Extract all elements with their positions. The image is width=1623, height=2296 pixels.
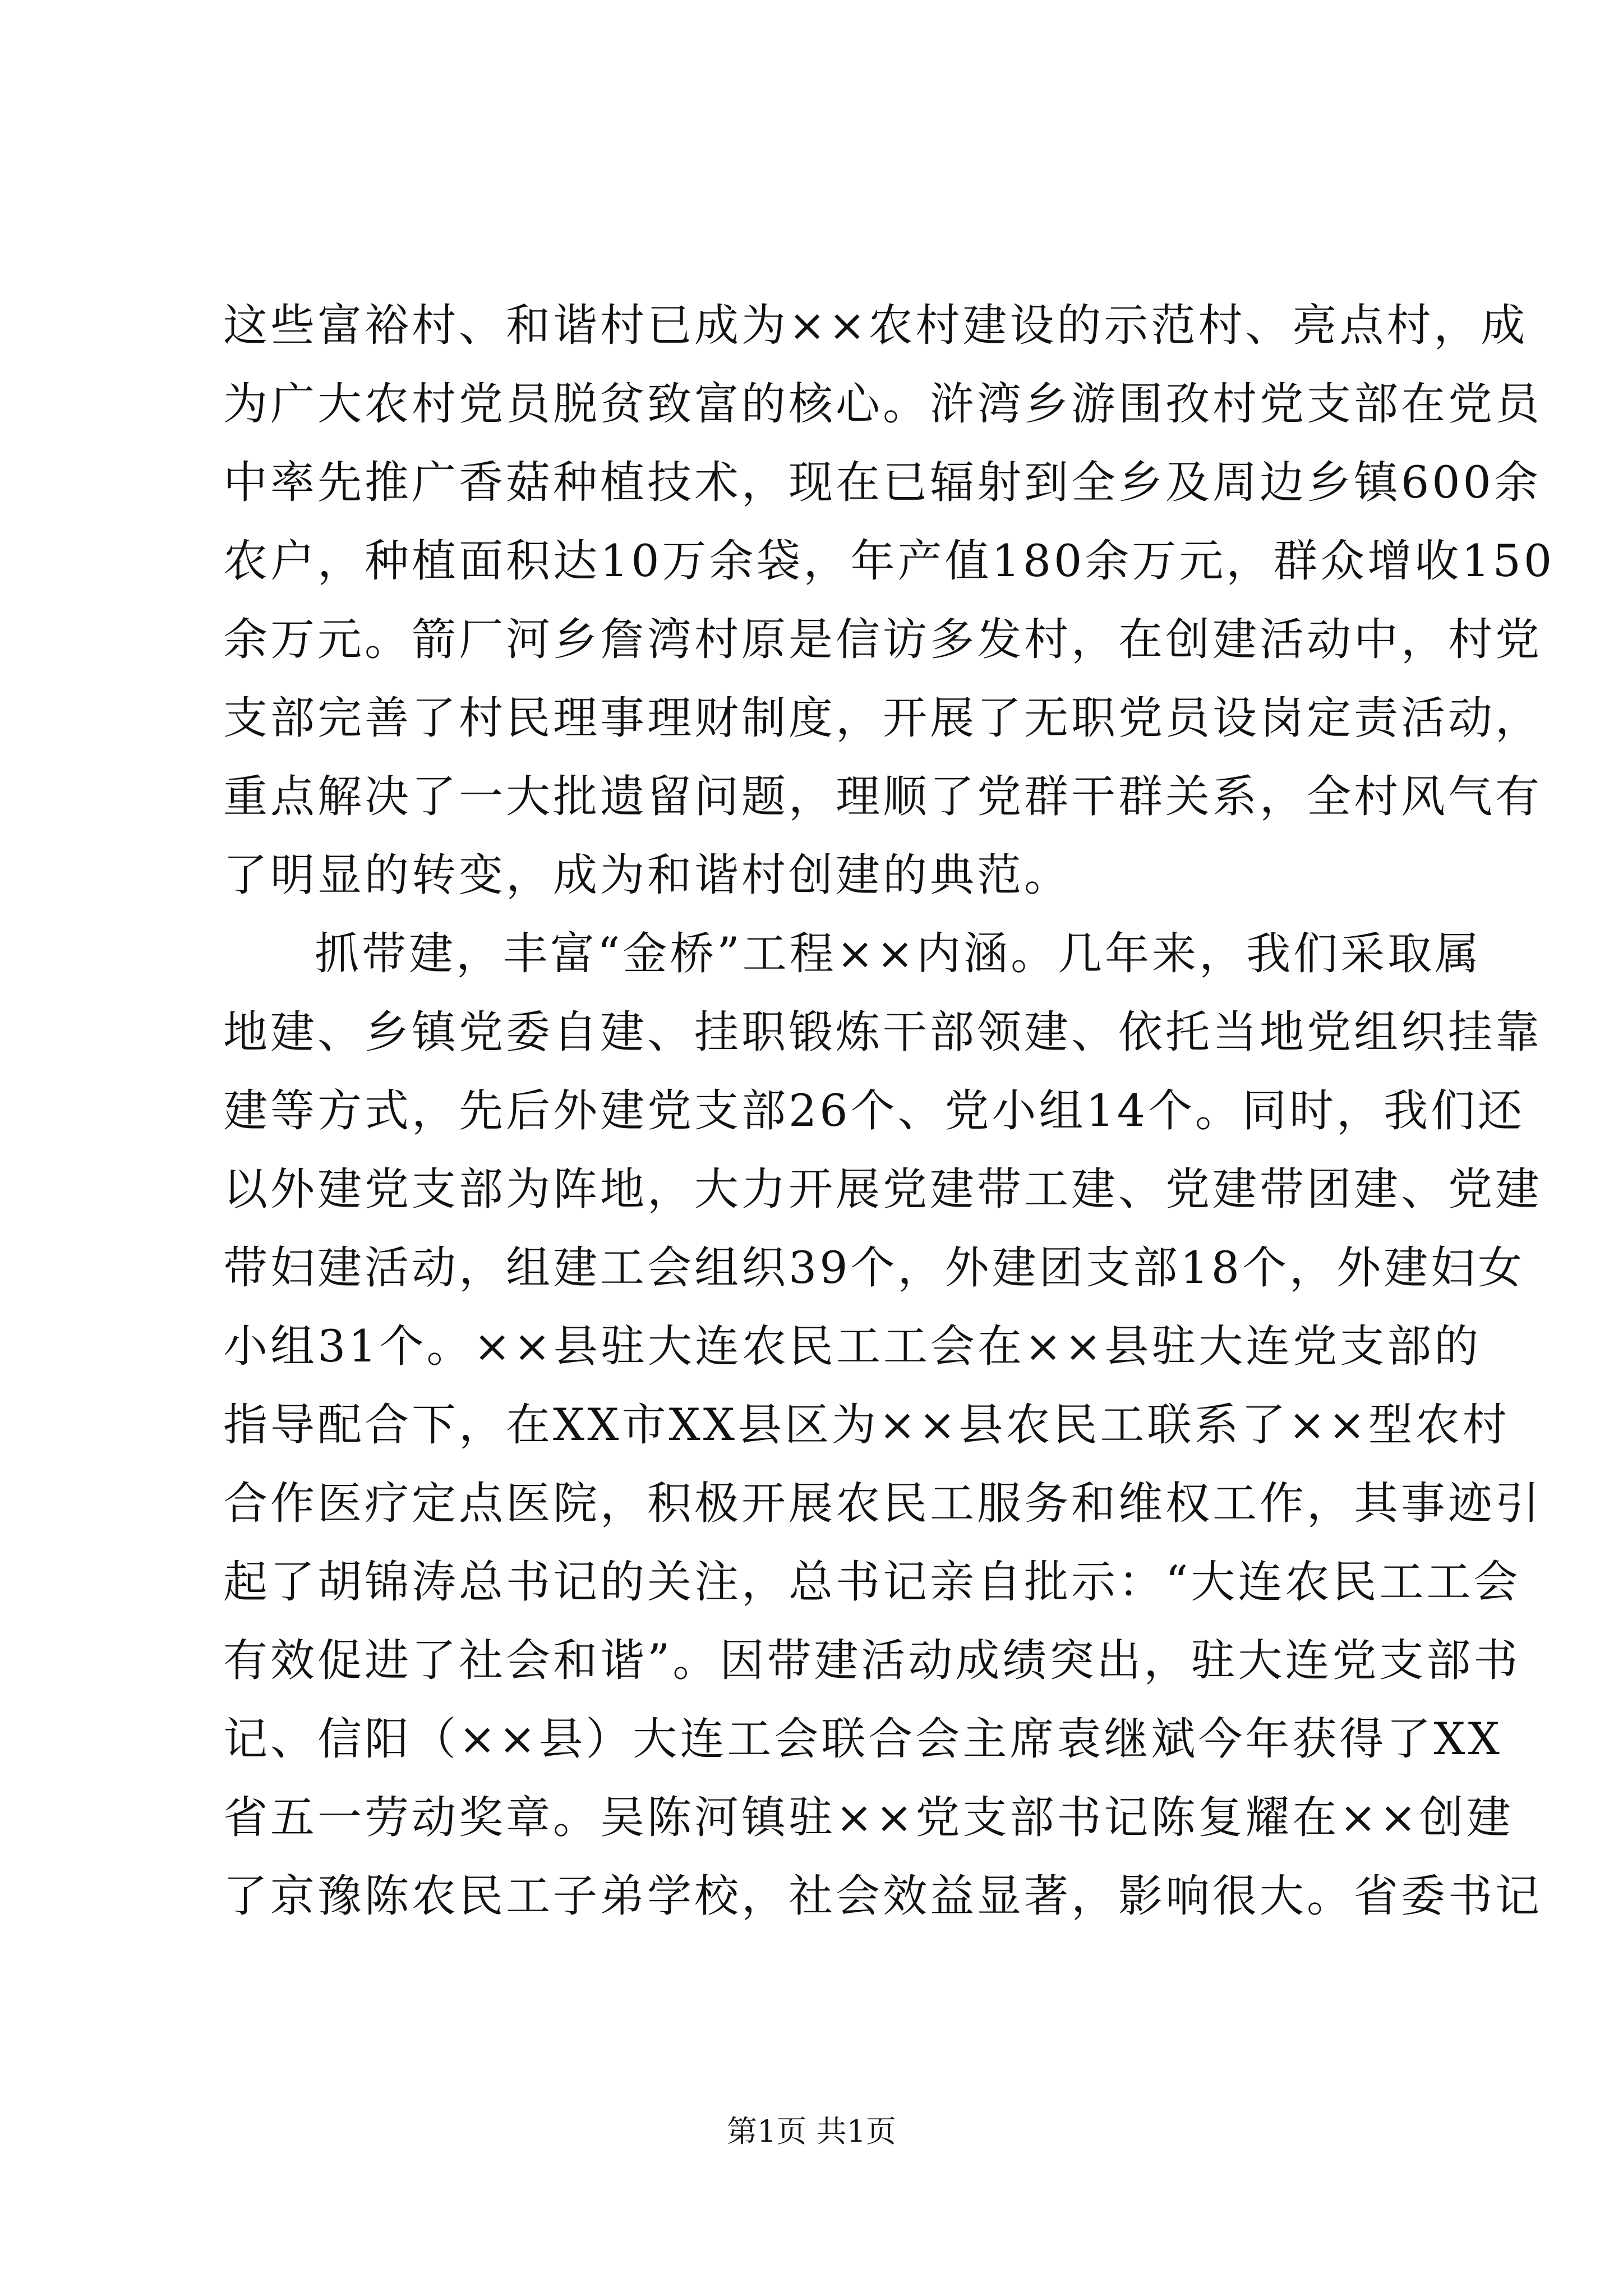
text-line: 为广大农村党员脱贫致富的核心。浒湾乡游围孜村党支部在党员 xyxy=(223,378,1542,430)
document-body xyxy=(223,286,1555,1935)
text-line: 以外建党支部为阵地，大力开展党建带工建、党建带团建、党建 xyxy=(223,1163,1542,1215)
text-line: 了明显的转变，成为和谐村创建的典范。 xyxy=(223,849,1071,901)
paragraph-1 xyxy=(223,286,1555,914)
text-line: 了京豫陈农民工子弟学校，社会效益显著，影响很大。省委书记 xyxy=(223,1870,1542,1922)
text-line: 地建、乡镇党委自建、挂职锻炼干部领建、依托当地党组织挂靠 xyxy=(223,1006,1542,1058)
text-line: 支部完善了村民理事理财制度，开展了无职党员设岗定责活动， xyxy=(223,692,1542,744)
text-line: 农户，种植面积达10万余袋，年产值180余万元，群众增收150 xyxy=(223,535,1555,587)
text-line: 这些富裕村、和谐村已成为××农村建设的示范村、亮点村，成 xyxy=(223,300,1528,351)
text-line: 中率先推广香菇种植技术，现在已辐射到全乡及周边乡镇600余 xyxy=(223,457,1541,508)
text-line: 重点解决了一大批遗留问题，理顺了党群干群关系，全村风气有 xyxy=(223,771,1542,822)
text-line: 记、信阳（××县）大连工会联合会主席袁继斌今年获得了XX xyxy=(223,1713,1502,1765)
text-line: 带妇建活动，组建工会组织39个，外建团支部18个，外建妇女 xyxy=(223,1242,1525,1294)
text-line: 合作医疗定点医院，积极开展农民工服务和维权工作，其事迹引 xyxy=(223,1478,1542,1529)
page-footer xyxy=(0,2112,1623,2151)
text-line: 建等方式，先后外建党支部26个、党小组14个。同时，我们还 xyxy=(223,1085,1525,1137)
text-line: 小组31个。××县驻大连农民工工会在××县驻大连党支部的 xyxy=(223,1320,1482,1372)
text-line: 余万元。箭厂河乡詹湾村原是信访多发村，在创建活动中，村党 xyxy=(223,614,1542,665)
paragraph-2 xyxy=(223,914,1542,1935)
text-line: 抓带建，丰富“金桥”工程××内涵。几年来，我们采取属 xyxy=(315,928,1482,979)
text-line: 指导配合下，在XX市XX县区为××县农民工联系了××型农村 xyxy=(223,1399,1510,1451)
text-line: 起了胡锦涛总书记的关注，总书记亲自批示：“大连农民工工会 xyxy=(223,1556,1521,1608)
text-line: 省五一劳动奖章。吴陈河镇驻××党支部书记陈复耀在××创建 xyxy=(223,1792,1514,1843)
text-line: 有效促进了社会和谐”。因带建活动成绩突出，驻大连党支部书 xyxy=(223,1635,1521,1686)
page-number-label: 第1页 共1页 xyxy=(727,2114,896,2149)
